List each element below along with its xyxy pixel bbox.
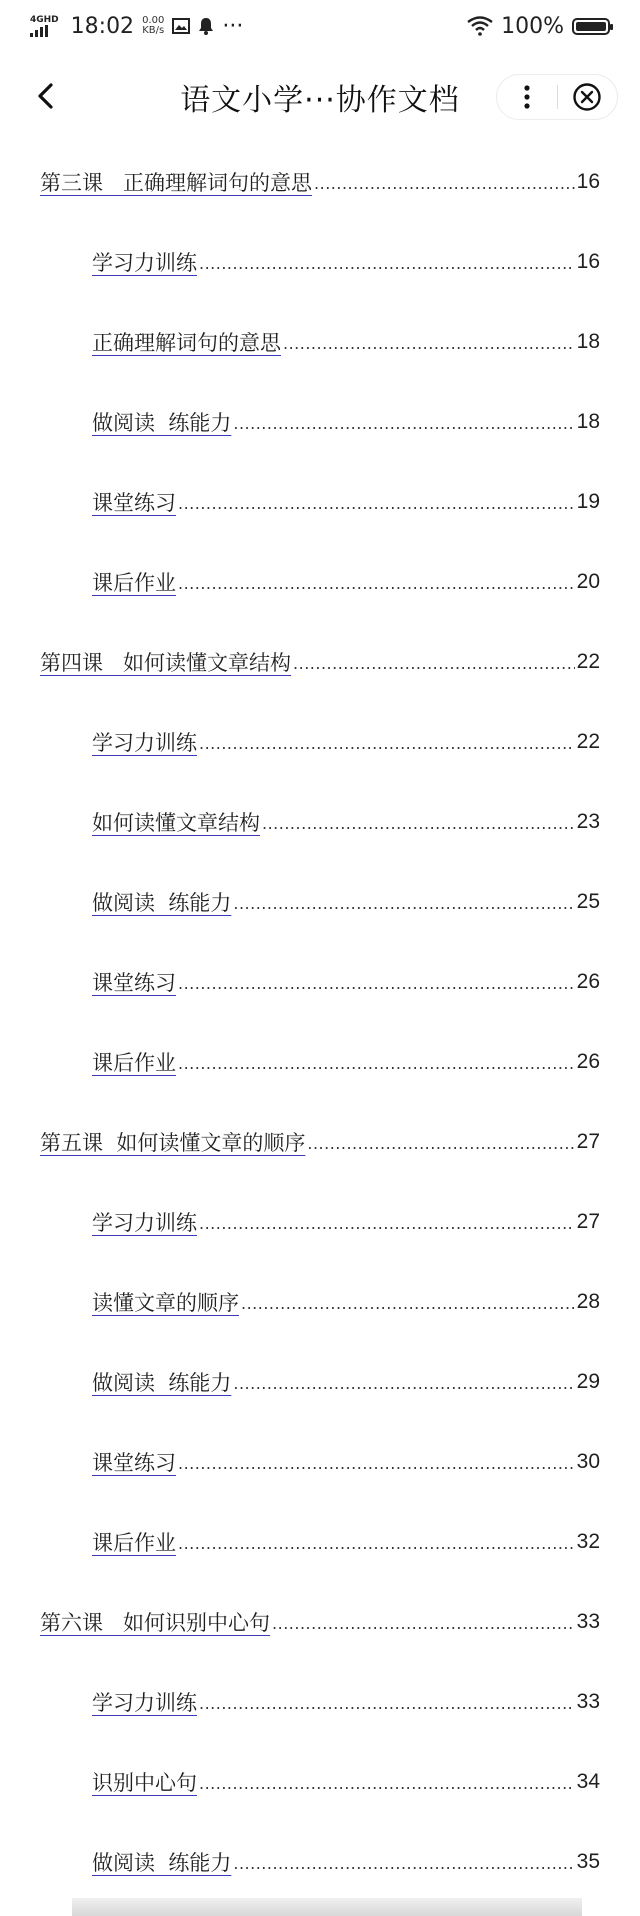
toc-entry-title: 做阅读 练能力 [92, 1371, 232, 1395]
toc-dot-leader [307, 1131, 574, 1153]
toc-entry-title: 课后作业 [92, 1051, 176, 1075]
toc-entry-title: 第四课 如何读懂文章结构 [40, 651, 292, 675]
toc-entry-title: 学习力训练 [92, 1691, 197, 1715]
toc-entry-title: 做阅读 练能力 [92, 1851, 232, 1875]
chevron-left-icon [36, 82, 56, 110]
toc-page-number: 16 [576, 250, 600, 273]
toc-entry-title: 学习力训练 [92, 1211, 197, 1235]
toc-page-number: 34 [576, 1770, 600, 1793]
toc-entry-title: 第六课 如何识别中心句 [40, 1611, 271, 1635]
toc-page-number: 35 [576, 1850, 600, 1873]
toc-section-link[interactable] [0, 1342, 640, 1422]
toc-section-link[interactable] [0, 942, 640, 1022]
toc-section-link[interactable] [0, 1262, 640, 1342]
toc-entry-title: 课堂练习 [92, 1451, 176, 1475]
toc-dot-leader [178, 1451, 575, 1473]
toc-dot-leader [178, 971, 575, 993]
toc-dot-leader [178, 1531, 575, 1553]
toc-entry-title: 如何读懂文章结构 [92, 811, 260, 835]
toc-section-link[interactable] [0, 782, 640, 862]
toc-entry-title: 做阅读 练能力 [92, 411, 232, 435]
status-left [30, 14, 243, 39]
toc-section-link[interactable] [0, 1822, 640, 1902]
toc-section-link[interactable] [0, 862, 640, 942]
toc-entry-title: 正确理解词句的意思 [92, 331, 281, 355]
toc-dot-leader [272, 1611, 575, 1633]
toc-page-number: 26 [576, 1050, 600, 1073]
toc-dot-leader [199, 251, 575, 273]
network-type: 4GHD [30, 14, 59, 25]
battery-icon [572, 18, 610, 35]
toc-section-link[interactable] [0, 542, 640, 622]
net-speed-unit: KB/s [142, 25, 165, 36]
toc-dot-leader [293, 651, 575, 673]
close-button[interactable] [558, 75, 618, 119]
toc-entry-title: 学习力训练 [92, 731, 197, 755]
title-bar [0, 52, 640, 142]
toc-page-number: 30 [576, 1450, 600, 1473]
status-bar [0, 0, 640, 52]
toc-page-number: 33 [576, 1690, 600, 1713]
toc-entry-title: 课堂练习 [92, 971, 176, 995]
net-speed-value: 0.00 [142, 15, 165, 26]
toc-entry-title: 做阅读 练能力 [92, 891, 232, 915]
toc-page-number: 33 [576, 1610, 600, 1633]
toc-section-link[interactable] [0, 382, 640, 462]
toc-chapter-link[interactable] [0, 622, 640, 702]
gallery-icon [172, 18, 190, 34]
toc-dot-leader [314, 171, 575, 193]
net-speed [142, 16, 164, 36]
toc-dot-leader [178, 1051, 575, 1073]
toc-dot-leader [178, 491, 575, 513]
toc-dot-leader [241, 1291, 575, 1313]
status-right [467, 14, 610, 39]
toc-page-number: 22 [576, 650, 600, 673]
toc-dot-leader [233, 411, 574, 433]
toc-page-number: 23 [576, 810, 600, 833]
toc-dot-leader [262, 811, 575, 833]
wifi-icon [467, 16, 493, 36]
toc-section-link[interactable] [0, 1742, 640, 1822]
table-of-contents [0, 142, 640, 1902]
toc-dot-leader [199, 731, 575, 753]
toc-page-number: 32 [576, 1530, 600, 1553]
toc-section-link[interactable] [0, 1022, 640, 1102]
toc-chapter-link[interactable] [0, 142, 640, 222]
toc-dot-leader [233, 891, 574, 913]
toc-page-number: 19 [576, 490, 600, 513]
toc-section-link[interactable] [0, 702, 640, 782]
toc-chapter-link[interactable] [0, 1102, 640, 1182]
toc-dot-leader [283, 331, 575, 353]
close-circle-icon [572, 82, 602, 112]
toc-page-number: 20 [576, 570, 600, 593]
notification-bell-icon [198, 17, 214, 35]
toc-entry-title: 读懂文章的顺序 [92, 1291, 239, 1315]
toc-entry-title: 课后作业 [92, 1531, 176, 1555]
toc-dot-leader [233, 1371, 574, 1393]
toc-section-link[interactable] [0, 462, 640, 542]
toc-entry-title: 第三课 正确理解词句的意思 [40, 171, 313, 195]
status-time: 18:02 [70, 13, 135, 39]
toc-page-number: 27 [576, 1130, 600, 1153]
page-title: 语文小学···协作文档 [180, 83, 460, 118]
toc-section-link[interactable] [0, 1422, 640, 1502]
battery-percent: 100% [501, 13, 564, 39]
signal-icon [30, 16, 59, 37]
toc-section-link[interactable] [0, 1182, 640, 1262]
more-vertical-icon [524, 85, 530, 109]
toc-page-number: 22 [576, 730, 600, 753]
toc-dot-leader [178, 571, 575, 593]
toc-page-number: 16 [576, 170, 600, 193]
more-status-icons: ··· [222, 13, 244, 39]
back-button[interactable] [28, 78, 64, 114]
toc-section-link[interactable] [0, 1662, 640, 1742]
battery-fill [576, 22, 606, 31]
more-options-button[interactable] [497, 75, 557, 119]
toc-page-number: 28 [576, 1290, 600, 1313]
toc-entry-title: 第五课 如何读懂文章的顺序 [40, 1131, 306, 1155]
toc-page-number: 29 [576, 1370, 600, 1393]
toc-dot-leader [199, 1211, 575, 1233]
toc-entry-title: 课后作业 [92, 571, 176, 595]
partially-visible-row [72, 1898, 582, 1916]
toc-section-link[interactable] [0, 1502, 640, 1582]
toc-page-number: 25 [576, 890, 600, 913]
toc-entry-title: 识别中心句 [92, 1771, 197, 1795]
toc-page-number: 27 [576, 1210, 600, 1233]
toc-section-link[interactable] [0, 302, 640, 382]
toc-dot-leader [233, 1851, 574, 1873]
toc-chapter-link[interactable] [0, 1582, 640, 1662]
toc-entry-title: 学习力训练 [92, 251, 197, 275]
toc-dot-leader [199, 1691, 575, 1713]
toc-page-number: 26 [576, 970, 600, 993]
toc-entry-title: 课堂练习 [92, 491, 176, 515]
toc-section-link[interactable] [0, 222, 640, 302]
toc-page-number: 18 [576, 410, 600, 433]
mini-program-capsule [496, 74, 618, 120]
toc-page-number: 18 [576, 330, 600, 353]
toc-dot-leader [199, 1771, 575, 1793]
